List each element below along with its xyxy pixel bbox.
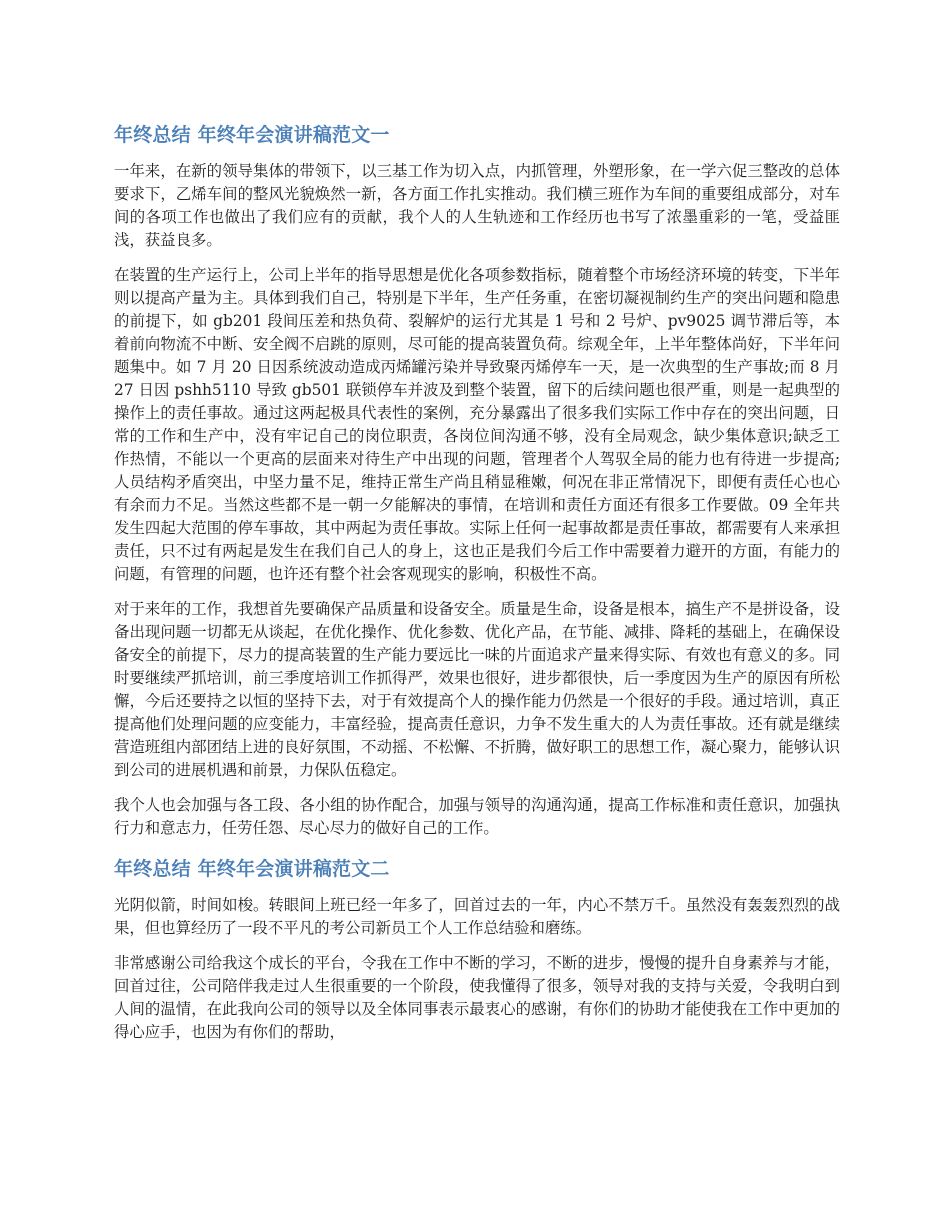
- section-2-title: 年终总结 年终年会演讲稿范文二: [114, 858, 390, 880]
- document-page: [114, 122, 840, 1056]
- section-2-paragraph-2: 非常感谢公司给我这个成长的平台，令我在工作中不断的学习，不断的进步，慢慢的提升自身素养与才能，回首过往，公司陪伴我走过人生很重要的一个阶段，使我懂得了很多，领导对我的支持与关爱，令我明白到人间的温情，在此我向公司的领导以及全体同事表示最衷心的感谢，有你们的协助才能使我在工作中更加的得心应手，也因为有你们的帮助，: [114, 954, 840, 1041]
- section-1-paragraph-2: 在装置的生产运行上，公司上半年的指导思想是优化各项参数指标，随着整个市场经济环境的转变，下半年则以提高产量为主。具体到我们自己，特别是下半年，生产任务重，在密切凝视制约生产的突出问题和隐患的前提下，如 gb201 段间压差和热负荷、裂解炉的运行尤其是 1 号和 2 号炉、pv9025 调节滞后等，本着前向物流不中断、安全阀不启跳的原则，尽可能的提高装置负荷。综观全年，上半年整体尚好，下半年问题集中。如 7 月 20 日因系统波动造成丙烯罐污染并导致聚丙烯停车一天，是一次典型的生产事故;而 8 月 27 日因 pshh5110 导致 gb501 联锁停车并波及到整个装置，留下的后续问题也很严重，则是一起典型的操作上的责任事故。通过这两起极具代表性的案例，充分暴露出了很多我们实际工作中存在的突出问题，日常的工作和生产中，没有牢记自己的岗位职责，各岗位间沟通不够，没有全局观念，缺少集体意识;缺乏工作热情，不能以一个更高的层面来对待生产中出现的问题，管理者个人驾驭全局的能力也有待进一步提高;人员结构矛盾突出，中坚力量不足，维持正常生产尚且稍显稚嫩，何况在非正常情况下，即便有责任心也心有余而力不足。当然这些都不是一朝一夕能解决的事情，在培训和责任方面还有很多工作要做。09 全年共发生四起大范围的停车事故，其中两起为责任事故。实际上任何一起事故都是责任事故，都需要有人来承担责任，只不过有两起是发生在我们自己人的身上，这也正是我们今后工作中需要着力避开的方面，有能力的问题，有管理的问题，也许还有整个社会客观现实的影响，积极性不高。: [114, 266, 840, 583]
- section-1-paragraph-3: 对于来年的工作，我想首先要确保产品质量和设备安全。质量是生命，设备是根本，搞生产不是拼设备，设备出现问题一切都无从谈起，在优化操作、优化参数、优化产品，在节能、减排、降耗的基础上，在确保设备安全的前提下，尽力的提高装置的生产能力要远比一味的片面追求产量来得实际、有效也有意义的多。同时要继续严抓培训，前三季度培训工作抓得严，效果也很好，进步都很快，后一季度因为生产的原因有所松懈，今后还要持之以恒的坚持下去，对于有效提高个人的操作能力仍然是一个很好的手段。通过培训，真正提高他们处理问题的应变能力，丰富经验，提高责任意识，力争不发生重大的人为责任事故。还有就是继续营造班组内部团结上进的良好氛围，不动摇、不松懈、不折腾，做好职工的思想工作，凝心聚力，能够认识到公司的进展机遇和前景，力保队伍稳定。: [114, 600, 840, 779]
- section-2-paragraph-1: 光阴似箭，时间如梭。转眼间上班已经一年多了，回首过去的一年，内心不禁万千。虽然没有轰轰烈烈的战果，但也算经历了一段不平凡的考公司新员工个人工作总结验和磨练。: [114, 896, 840, 937]
- section-1-title: 年终总结 年终年会演讲稿范文一: [114, 124, 390, 146]
- section-1-paragraph-4: 我个人也会加强与各工段、各小组的协作配合，加强与领导的沟通沟通，提高工作标准和责任意识，加强执行力和意志力，任劳任怨、尽心尽力的做好自己的工作。: [114, 796, 840, 837]
- section-1-paragraph-1: 一年来，在新的领导集体的带领下，以三基工作为切入点，内抓管理，外塑形象，在一学六促三整改的总体要求下，乙烯车间的整风光貌焕然一新，各方面工作扎实推动。我们横三班作为车间的重要组成部分，对车间的各项工作也做出了我们应有的贡献，我个人的人生轨迹和工作经历也书写了浓墨重彩的一笔，受益匪浅，获益良多。: [114, 162, 840, 249]
